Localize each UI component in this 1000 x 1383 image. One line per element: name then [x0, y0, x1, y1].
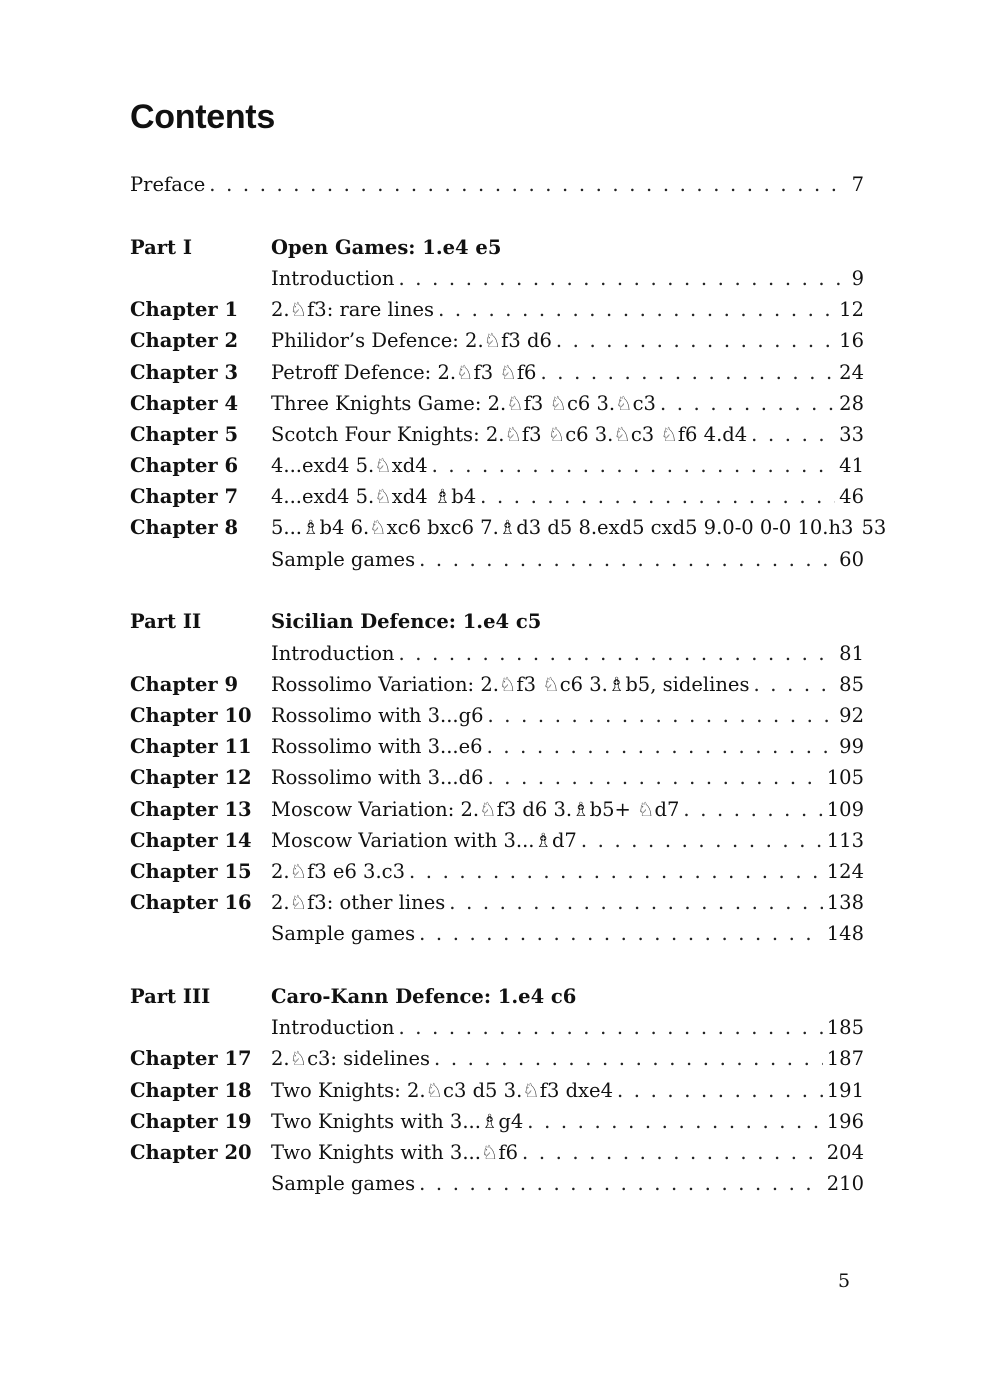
entry-page: 92 — [839, 704, 864, 727]
dot-leader — [753, 673, 835, 696]
toc-entry-row[interactable] — [130, 1016, 864, 1047]
toc-entry — [271, 329, 864, 352]
entry-page: 138 — [826, 891, 864, 915]
chapter-label: Chapter 13 — [130, 797, 252, 821]
entry-title: Rossolimo with 3...e6 — [271, 735, 483, 759]
entry-title: Moscow Variation with 3...♗d7 — [271, 828, 577, 852]
dot-leader — [556, 329, 835, 352]
part-heading-row — [130, 236, 864, 267]
toc-entry — [271, 548, 864, 571]
toc-entry-row[interactable] — [130, 1141, 864, 1172]
chapter-label: Chapter 9 — [130, 672, 239, 696]
entry-title: Rossolimo with 3...d6 — [271, 766, 484, 790]
dot-leader — [683, 798, 822, 821]
entry-title: Three Knights Game: 2.♘f3 ♘c6 3.♘c3 — [271, 391, 656, 415]
entry-page: 187 — [826, 1047, 864, 1071]
dot-leader — [449, 891, 823, 914]
entry-title: Introduction — [271, 641, 395, 665]
part-label: Part III — [130, 985, 211, 1009]
entry-title: 5...♗b4 6.♘xc6 bxc6 7.♗d3 d5 8.exd5 cxd5 9.0-0 0-0 10.h3 — [271, 516, 854, 540]
page-title: Contents — [130, 98, 275, 136]
toc-entry-row[interactable] — [130, 267, 864, 298]
entry-title: 4...exd4 5.♘xd4 — [271, 454, 428, 478]
chapter-label: Chapter 20 — [130, 1141, 252, 1165]
toc-entry-row[interactable] — [130, 860, 864, 891]
toc-entry — [271, 1141, 864, 1164]
dot-leader — [434, 1047, 823, 1070]
toc-entry — [271, 798, 864, 821]
entry-page: 12 — [839, 298, 864, 322]
toc-entry-row[interactable] — [130, 673, 864, 704]
dot-leader — [488, 704, 836, 727]
toc-entry — [271, 1079, 864, 1102]
chapter-label: Chapter 12 — [130, 766, 252, 790]
entry-page: 60 — [839, 547, 864, 571]
toc-entry-row[interactable] — [130, 361, 864, 392]
entry-title: 2.♘f3 e6 3.c3 — [271, 859, 405, 883]
entry-title: Two Knights: 2.♘c3 d5 3.♘f3 dxe4 — [271, 1078, 613, 1102]
entry-title: Two Knights with 3...♗g4 — [271, 1109, 524, 1133]
entry-page: 105 — [826, 766, 864, 790]
table-of-contents — [130, 173, 887, 1203]
dot-leader — [399, 267, 848, 290]
dot-leader — [527, 1110, 822, 1133]
section-gap — [130, 954, 864, 986]
chapter-label: Chapter 16 — [130, 891, 252, 915]
toc-entry-row[interactable] — [130, 922, 864, 953]
toc-entry — [271, 704, 864, 727]
chapter-label: Chapter 10 — [130, 704, 252, 727]
preface-page: 7 — [851, 173, 864, 196]
toc-entry-row[interactable] — [130, 392, 864, 423]
dot-leader — [419, 922, 823, 945]
toc-entry-row[interactable] — [130, 704, 864, 735]
toc-entry — [271, 1110, 864, 1133]
toc-entry — [271, 516, 887, 540]
toc-entry-row[interactable] — [130, 329, 864, 360]
entry-page: 53 — [861, 516, 887, 540]
entry-page: 204 — [826, 1141, 864, 1165]
entry-title: Introduction — [271, 1016, 395, 1040]
chapter-label: Chapter 11 — [130, 735, 252, 759]
chapter-label: Chapter 8 — [130, 516, 239, 540]
chapter-label: Chapter 17 — [130, 1047, 252, 1071]
preface-entry — [130, 173, 864, 196]
toc-entry-row[interactable] — [130, 1047, 864, 1078]
part-label: Part I — [130, 235, 192, 259]
toc-entry-row[interactable] — [130, 1172, 864, 1203]
toc-entry — [271, 454, 864, 477]
entry-page: 16 — [839, 329, 864, 353]
entry-page: 99 — [839, 735, 864, 759]
toc-entry-row[interactable] — [130, 1110, 864, 1141]
dot-leader — [432, 454, 836, 477]
toc-entry — [271, 860, 864, 883]
toc-entry-row[interactable] — [130, 829, 864, 860]
chapter-label: Chapter 15 — [130, 859, 252, 883]
entry-page: 148 — [826, 922, 864, 946]
entry-page: 46 — [839, 485, 864, 509]
entry-title: Philidor’s Defence: 2.♘f3 d6 — [271, 329, 552, 353]
toc-entry — [271, 891, 864, 914]
entry-page: 81 — [839, 641, 864, 665]
entry-title: 2.♘f3: rare lines — [271, 298, 435, 322]
page-number: 5 — [838, 1270, 851, 1292]
toc-entry — [271, 392, 864, 415]
entry-title: Scotch Four Knights: 2.♘f3 ♘c6 3.♘c3 ♘f6 4.d4 — [271, 422, 748, 446]
entry-title: Sample games — [271, 1172, 416, 1196]
dot-leader — [487, 735, 836, 758]
chapter-label: Chapter 19 — [130, 1109, 252, 1133]
dot-leader — [438, 298, 835, 321]
toc-entry-row[interactable] — [130, 1079, 864, 1110]
preface-row — [130, 173, 864, 204]
section-gap — [130, 204, 864, 236]
entry-title: Sample games — [271, 922, 416, 946]
chapter-label: Chapter 3 — [130, 360, 239, 384]
toc-entry — [271, 1047, 864, 1070]
toc-entry-row[interactable] — [130, 454, 864, 485]
toc-entry-row[interactable] — [130, 766, 864, 797]
entry-page: 109 — [826, 797, 864, 821]
toc-entry — [271, 267, 864, 290]
dot-leader — [617, 1079, 823, 1102]
entry-title: Sample games — [271, 547, 416, 571]
entry-page: 124 — [826, 859, 864, 883]
dot-leader — [488, 766, 823, 789]
part-title: Caro-Kann Defence: 1.e4 c6 — [271, 985, 577, 1009]
chapter-label: Chapter 6 — [130, 454, 239, 478]
toc-entry-row[interactable] — [130, 548, 864, 579]
toc-entry — [271, 485, 864, 508]
entry-page: 113 — [826, 828, 864, 852]
dot-leader — [409, 860, 823, 883]
entry-page: 185 — [826, 1016, 864, 1040]
entry-title: 4...exd4 5.♘xd4 ♗b4 — [271, 485, 477, 509]
toc-entry — [271, 922, 864, 945]
dot-leader — [581, 829, 823, 852]
entry-page: 28 — [839, 391, 864, 415]
preface-label: Preface — [130, 173, 206, 196]
section-gap — [130, 579, 864, 611]
entry-page: 210 — [826, 1172, 864, 1196]
part-heading-row — [130, 610, 864, 641]
toc-entry — [271, 735, 864, 758]
entry-title: 2.♘c3: sidelines — [271, 1047, 431, 1071]
toc-entry — [271, 766, 864, 789]
toc-entry-row[interactable] — [130, 891, 864, 922]
toc-entry — [271, 298, 864, 321]
entry-title: Two Knights with 3...♘f6 — [271, 1141, 519, 1165]
toc-entry — [271, 423, 864, 446]
chapter-label: Chapter 5 — [130, 422, 239, 446]
entry-page: 85 — [839, 672, 864, 696]
chapter-label: Chapter 18 — [130, 1078, 252, 1102]
toc-entry — [271, 1016, 864, 1039]
entry-page: 33 — [839, 422, 864, 446]
dot-leader — [540, 361, 835, 384]
toc-entry-row[interactable] — [130, 642, 864, 673]
dot-leader — [209, 173, 847, 196]
part-heading-row — [130, 985, 864, 1016]
part-label: Part II — [130, 610, 202, 634]
toc-entry-row[interactable] — [130, 485, 864, 516]
dot-leader — [419, 548, 835, 571]
dot-leader — [522, 1141, 823, 1164]
part-title: Sicilian Defence: 1.e4 c5 — [271, 610, 542, 634]
chapter-label: Chapter 14 — [130, 828, 252, 852]
entry-title: Introduction — [271, 266, 395, 290]
entry-page: 41 — [839, 454, 864, 478]
entry-title: 2.♘f3: other lines — [271, 891, 446, 915]
toc-entry-row[interactable] — [130, 735, 864, 766]
chapter-label: Chapter 2 — [130, 329, 239, 353]
toc-entry-row[interactable] — [130, 298, 864, 329]
entry-page: 196 — [826, 1109, 864, 1133]
toc-entry-row[interactable] — [130, 423, 864, 454]
dot-leader — [399, 1016, 823, 1039]
dot-leader — [751, 423, 835, 446]
entry-title: Petroff Defence: 2.♘f3 ♘f6 — [271, 360, 537, 384]
entry-page: 9 — [851, 266, 864, 290]
toc-entry — [271, 1172, 864, 1195]
entry-page: 24 — [839, 360, 864, 384]
toc-entry — [271, 673, 864, 696]
toc-entry — [271, 642, 864, 665]
part-title: Open Games: 1.e4 e5 — [271, 235, 502, 259]
dot-leader — [480, 485, 835, 508]
toc-entry — [271, 361, 864, 384]
dot-leader — [660, 392, 835, 415]
toc-entry-row[interactable] — [130, 516, 887, 547]
dot-leader — [399, 642, 836, 665]
entry-title: Moscow Variation: 2.♘f3 d6 3.♗b5+ ♘d7 — [271, 797, 680, 821]
entry-title: Rossolimo with 3...g6 — [271, 704, 484, 727]
entry-title: Rossolimo Variation: 2.♘f3 ♘c6 3.♗b5, sidelines — [271, 672, 750, 696]
dot-leader — [419, 1172, 823, 1195]
entry-page: 191 — [826, 1078, 864, 1102]
toc-entry-row[interactable] — [130, 798, 864, 829]
chapter-label: Chapter 1 — [130, 298, 239, 322]
chapter-label: Chapter 4 — [130, 391, 239, 415]
toc-entry — [271, 829, 864, 852]
chapter-label: Chapter 7 — [130, 485, 239, 509]
